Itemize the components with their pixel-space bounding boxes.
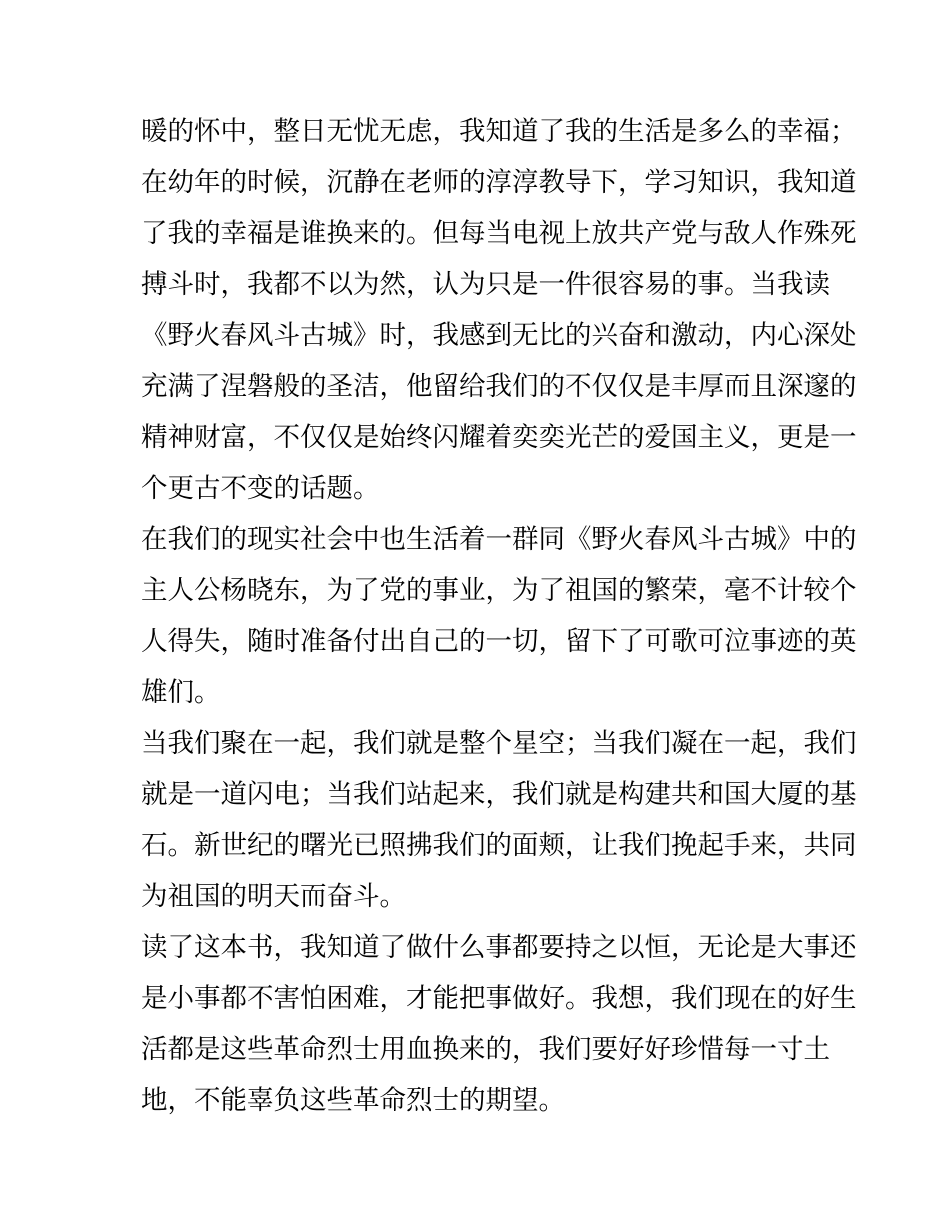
text-line: 当我们聚在一起，我们就是整个星空；当我们凝在一起，我们 — [141, 728, 857, 759]
text-line: 为祖国的明天而奋斗。 — [141, 881, 406, 912]
text-line: 在幼年的时候，沉静在老师的淳淳教导下，学习知识，我知道 — [141, 167, 857, 198]
text-line: 搏斗时，我都不以为然，认为只是一件很容易的事。当我读 — [141, 269, 830, 300]
text-line: 主人公杨晓东，为了党的事业，为了祖国的繁荣，毫不计较个 — [141, 575, 857, 606]
text-line: 精神财富，不仅仅是始终闪耀着奕奕光芒的爱国主义，更是一 — [141, 422, 857, 453]
text-line: 充满了涅磐般的圣洁，他留给我们的不仅仅是丰厚而且深邃的 — [141, 371, 857, 402]
text-line: 雄们。 — [141, 677, 221, 708]
text-line: 地，不能辜负这些革命烈士的期望。 — [141, 1085, 565, 1116]
document-body — [141, 106, 857, 1126]
text-line: 个更古不变的话题。 — [141, 473, 380, 504]
text-line: 就是一道闪电；当我们站起来，我们就是构建共和国大厦的基 — [141, 779, 857, 810]
text-line: 暖的怀中，整日无忧无虑，我知道了我的生活是多么的幸福； — [141, 116, 857, 147]
text-line: 人得失，随时准备付出自己的一切，留下了可歌可泣事迹的英 — [141, 626, 857, 657]
text-line: 了我的幸福是谁换来的。但每当电视上放共产党与敌人作殊死 — [141, 218, 857, 249]
text-line: 活都是这些革命烈士用血换来的，我们要好好珍惜每一寸土 — [141, 1034, 830, 1065]
text-line: 石。新世纪的曙光已照拂我们的面颊，让我们挽起手来，共同 — [141, 830, 857, 861]
text-line: 读了这本书，我知道了做什么事都要持之以恒，无论是大事还 — [141, 932, 857, 963]
text-line: 《野火春风斗古城》时，我感到无比的兴奋和激动，内心深处 — [141, 320, 857, 351]
text-line: 是小事都不害怕困难，才能把事做好。我想，我们现在的好生 — [141, 983, 857, 1014]
text-line: 在我们的现实社会中也生活着一群同《野火春风斗古城》中的 — [141, 524, 857, 555]
